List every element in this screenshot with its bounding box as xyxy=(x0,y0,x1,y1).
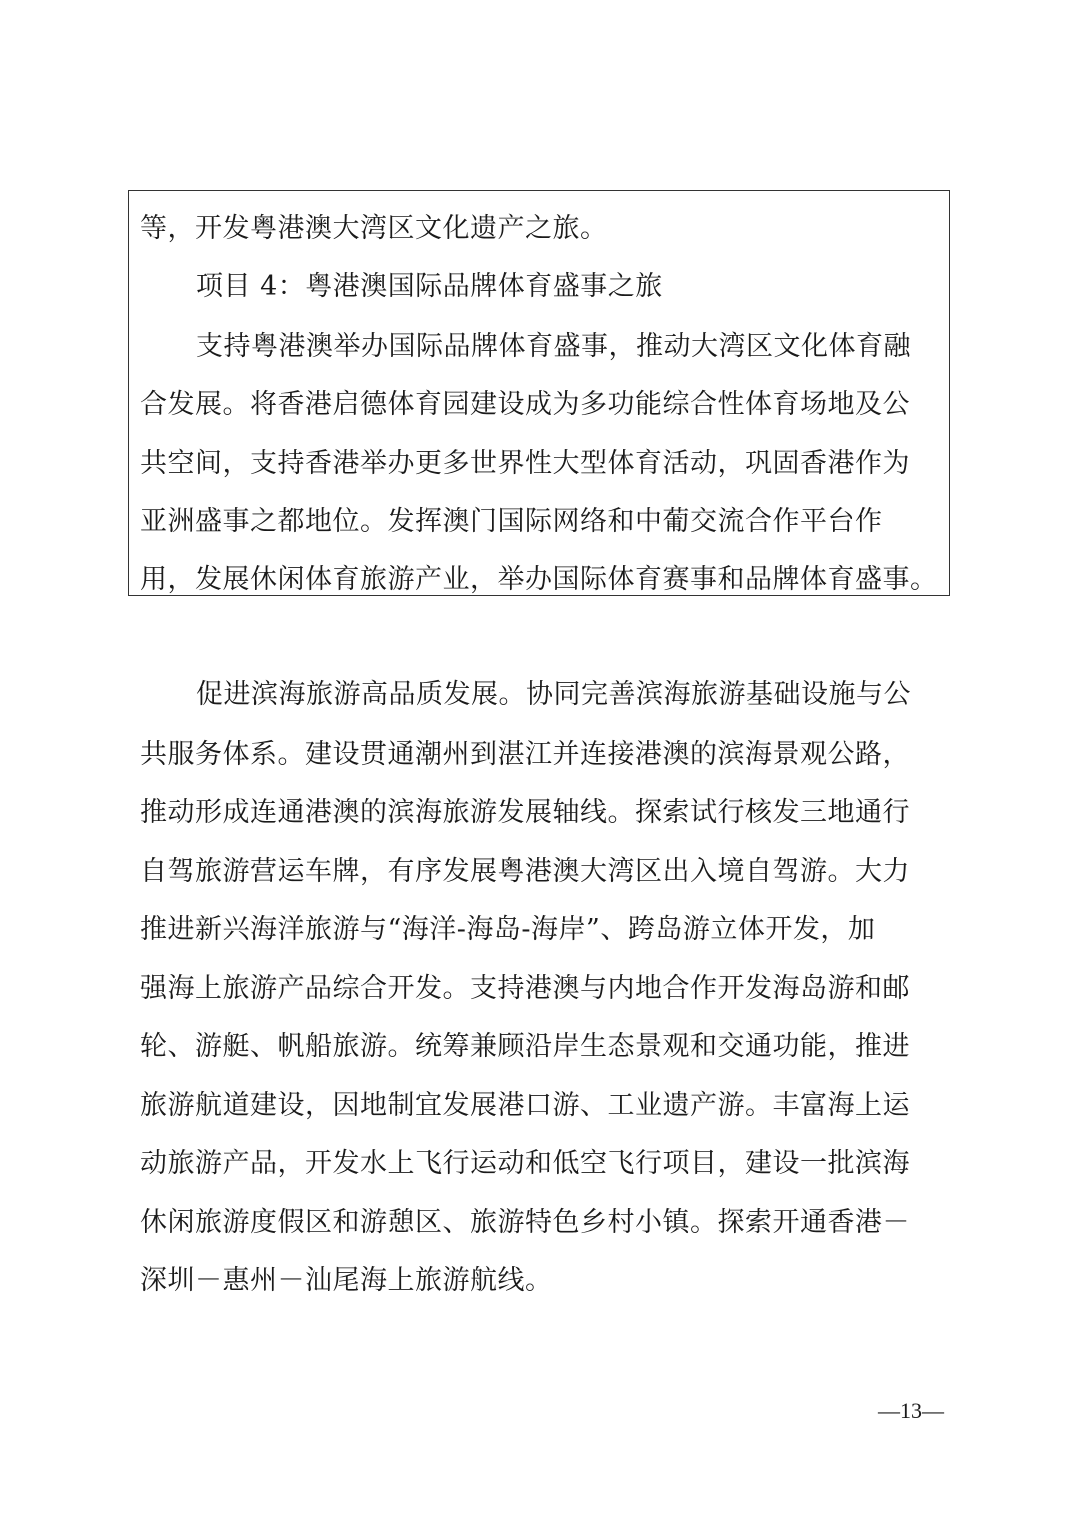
box-line: 用，发展休闲体育旅游产业，举办国际体育赛事和品牌体育盛事。 xyxy=(140,564,938,595)
body-line: 推动形成连通港澳的滨海旅游发展轴线。探索试行核发三地通行 xyxy=(140,797,910,828)
body-line: 强海上旅游产品综合开发。支持港澳与内地合作开发海岛游和邮 xyxy=(140,973,910,1004)
box-line: 支持粤港澳举办国际品牌体育盛事，推动大湾区文化体育融 xyxy=(196,331,911,362)
box-line-heading: 项目 4：粤港澳国际品牌体育盛事之旅 xyxy=(196,271,663,302)
body-line: 推进新兴海洋旅游与“海洋-海岛-海岸”、跨岛游立体开发，加 xyxy=(140,914,876,945)
body-line: 共服务体系。建设贯通潮州到湛江并连接港澳的滨海景观公路， xyxy=(140,739,910,770)
page-number: —13— xyxy=(878,1398,944,1423)
body-line: 促进滨海旅游高品质发展。协同完善滨海旅游基础设施与公 xyxy=(196,679,911,710)
box-line: 共空间，支持香港举办更多世界性大型体育活动，巩固香港作为 xyxy=(140,448,910,479)
box-line: 合发展。将香港启德体育园建设成为多功能综合性体育场地及公 xyxy=(140,389,910,420)
body-line: 自驾旅游营运车牌，有序发展粤港澳大湾区出入境自驾游。大力 xyxy=(140,856,910,887)
body-line: 休闲旅游度假区和游憩区、旅游特色乡村小镇。探索开通香港－ xyxy=(140,1207,910,1238)
body-line: 动旅游产品，开发水上飞行运动和低空飞行项目，建设一批滨海 xyxy=(140,1148,910,1179)
body-line: 旅游航道建设，因地制宜发展港口游、工业遗产游。丰富海上运 xyxy=(140,1090,910,1121)
body-line: 深圳－惠州－汕尾海上旅游航线。 xyxy=(140,1265,553,1296)
box-line: 等，开发粤港澳大湾区文化遗产之旅。 xyxy=(140,213,608,244)
body-line: 轮、游艇、帆船旅游。统筹兼顾沿岸生态景观和交通功能，推进 xyxy=(140,1031,910,1062)
box-line: 亚洲盛事之都地位。发挥澳门国际网络和中葡交流合作平台作 xyxy=(140,506,883,537)
